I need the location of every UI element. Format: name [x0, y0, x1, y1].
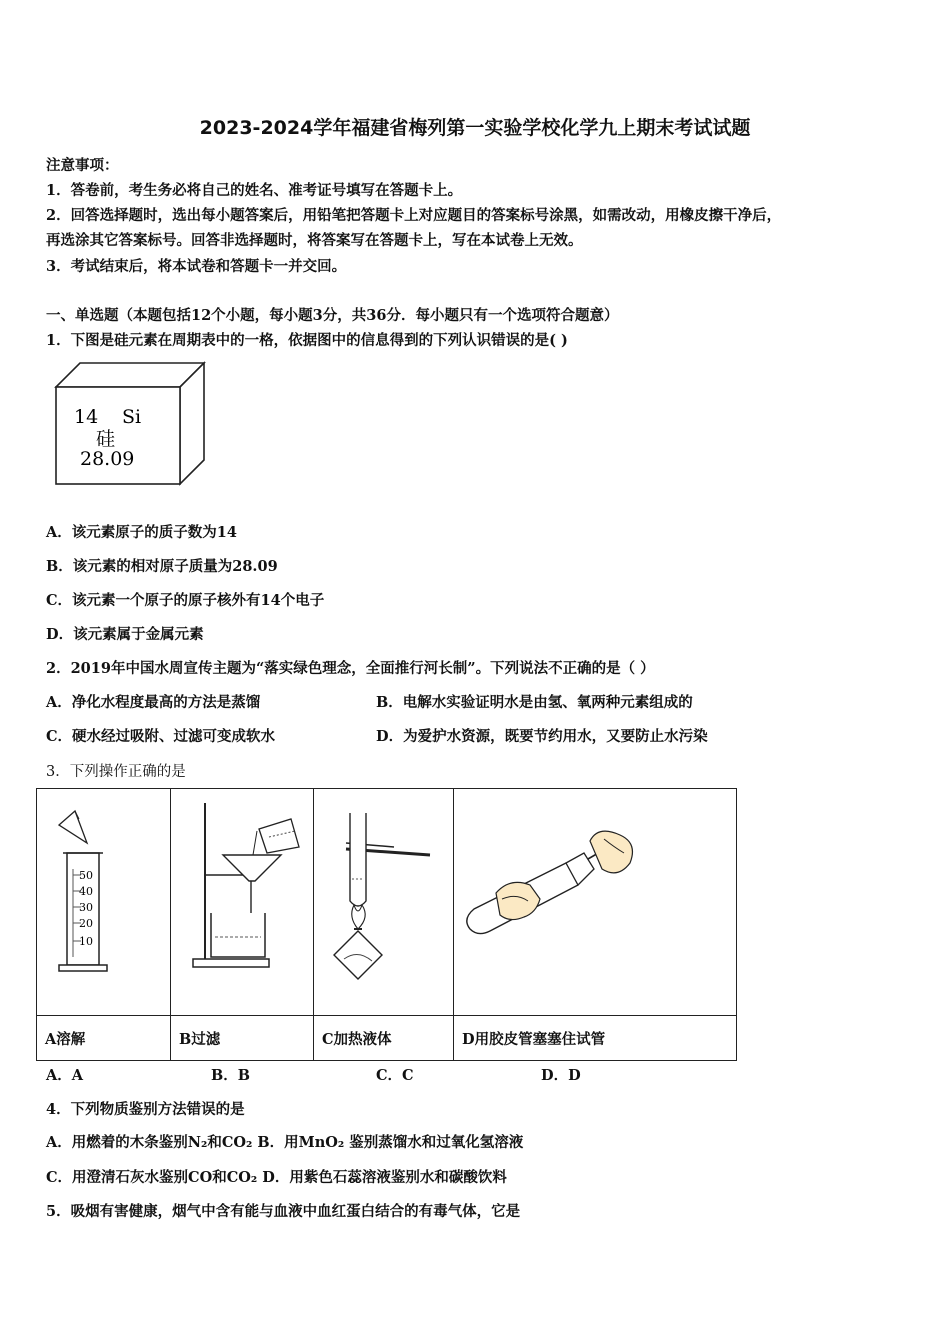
filtration-figure [171, 789, 313, 1011]
notice-item: 1．答卷前，考生务必将自己的姓名、准考证号填写在答题卡上。 [46, 182, 463, 199]
question-4-stem: 4．下列物质鉴别方法错误的是 [46, 1101, 245, 1118]
operations-table [36, 788, 737, 1061]
option: A．净化水程度最高的方法是蒸馏 [46, 694, 261, 711]
notice-item: 再选涂其它答案标号。回答非选择题时，将答案写在答题卡上，写在本试卷上无效。 [46, 232, 583, 249]
option: B．B [211, 1067, 251, 1084]
option: C．C [376, 1067, 414, 1084]
caption-b: B过滤 [171, 1016, 314, 1061]
option: D．D [541, 1067, 581, 1084]
question-5-stem: 5．吸烟有害健康，烟气中含有能与血液中血红蛋白结合的有毒气体，它是 [46, 1203, 521, 1220]
option: A．该元素原子的质子数为14 [46, 524, 237, 541]
notice-item: 2．回答选择题时，选出每小题答案后，用铅笔把答题卡上对应题目的答案标号涂黑，如需改动，用橡皮擦干净后， [46, 207, 782, 224]
figure-cell-a [37, 789, 171, 1016]
option: D．该元素属于金属元素 [46, 626, 204, 643]
element-tile-figure [50, 360, 210, 490]
scale-mark: 10 [79, 935, 93, 948]
stopper-tube-figure [454, 789, 736, 1011]
option-line: C．用澄清石灰水鉴别CO和CO₂ D．用紫色石蕊溶液鉴别水和碳酸饮料 [46, 1169, 507, 1186]
notice-item: 3．考试结束后，将本试卷和答题卡一并交回。 [46, 258, 347, 275]
element-symbol: Si [122, 406, 142, 428]
option-line: A．用燃着的木条鉴别N₂和CO₂ B．用MnO₂ 鉴别蒸馏水和过氧化氢溶液 [46, 1134, 524, 1151]
option: B．该元素的相对原子质量为28.09 [46, 558, 278, 575]
figure-cell-b [171, 789, 314, 1016]
atomic-number: 14 [74, 406, 99, 428]
figure-cell-c [314, 789, 454, 1016]
option: D．为爱护水资源，既要节约用水，又要防止水污染 [376, 728, 708, 745]
graduated-cylinder-figure [37, 789, 170, 1011]
heating-liquid-figure [314, 789, 453, 1011]
section-heading: 一、单选题（本题包括12个小题，每小题3分，共36分．每小题只有一个选项符合题意） [46, 307, 619, 324]
page-title: 2023-2024学年福建省梅列第一实验学校化学九上期末考试试题 [199, 117, 751, 139]
scale-mark: 20 [79, 917, 93, 930]
figure-cell-d [454, 789, 737, 1016]
scale-mark: 50 [79, 869, 93, 882]
question-3-stem: 3．下列操作正确的是 [46, 764, 186, 780]
caption-a: A溶解 [37, 1016, 171, 1061]
option: B．电解水实验证明水是由氢、氧两种元素组成的 [376, 694, 693, 711]
option: C．硬水经过吸附、过滤可变成软水 [46, 728, 276, 745]
question-1-stem: 1．下图是硅元素在周期表中的一格，依据图中的信息得到的下列认识错误的是( ) [46, 332, 568, 349]
element-name: 硅 [96, 428, 116, 450]
scale-mark: 40 [79, 885, 93, 898]
scale-mark: 30 [79, 901, 93, 914]
question-2-stem: 2．2019年中国水周宣传主题为“落实绿色理念，全面推行河长制”。下列说法不正确的是（ ） [46, 660, 655, 677]
caption-d: D用胶皮管塞塞住试管 [454, 1016, 737, 1061]
caption-c: C加热液体 [314, 1016, 454, 1061]
option: C．该元素一个原子的原子核外有14个电子 [46, 592, 325, 609]
notice-heading: 注意事项： [46, 157, 119, 174]
atomic-mass: 28.09 [80, 448, 135, 470]
option: A．A [46, 1067, 84, 1084]
